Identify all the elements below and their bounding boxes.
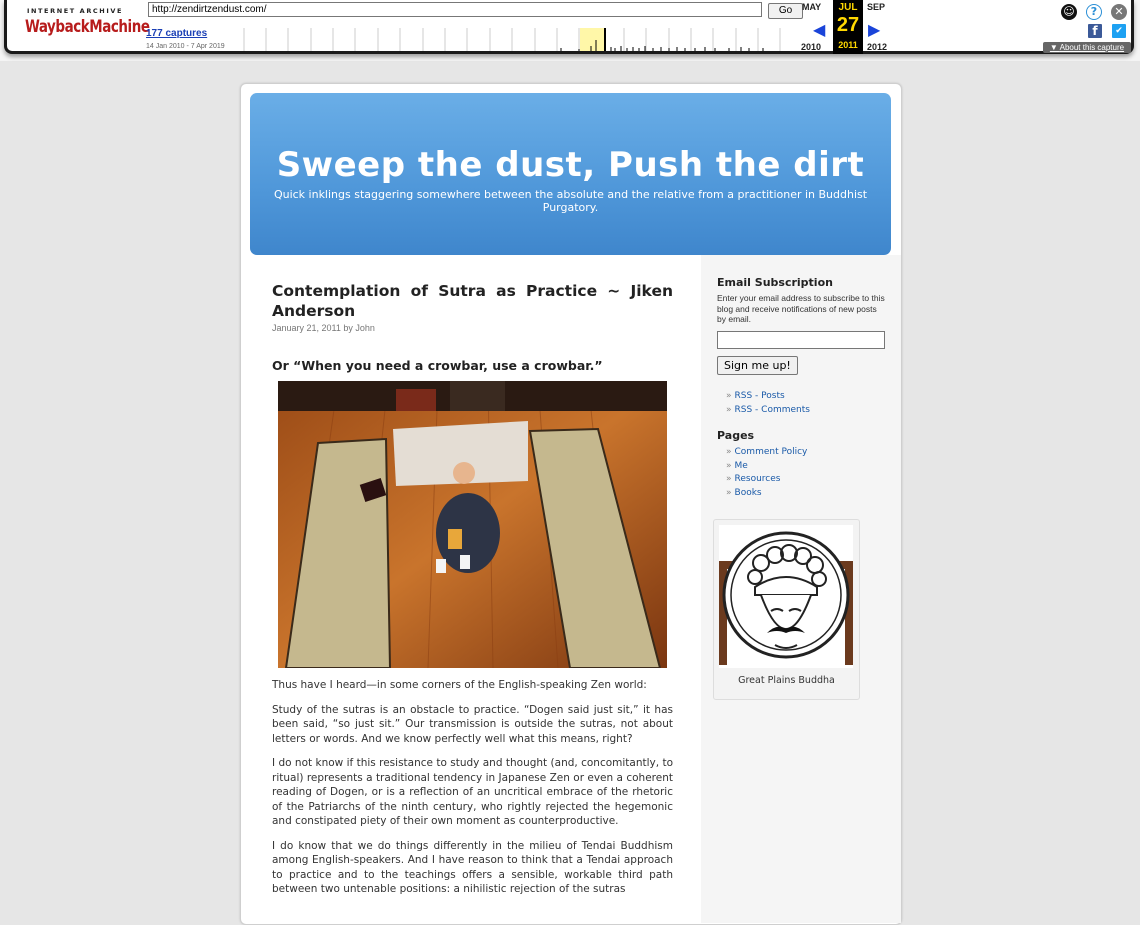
blog-header [250,93,891,255]
next-arrow-icon[interactable]: ▶ [868,20,881,39]
bullet-icon: » [726,460,732,471]
post-title[interactable]: Contemplation of Sutra as Practice ~ Jiken Anderson [272,282,673,320]
post-meta: January 21, 2011 by John [272,323,375,333]
help-icon[interactable]: ? [1086,4,1102,20]
wayback-current-year: 2011 [838,40,858,50]
list-item[interactable] [726,404,810,418]
great-plains-buddha-image[interactable] [719,525,853,668]
wayback-captures-link[interactable]: 177 captures [146,28,208,39]
wayback-logo-top: INTERNET ARCHIVE [26,7,124,15]
post-paragraph: I do not know if this resistance to study and thought (and, concomitantly, to ritual) represents a traditional tendency in Japanese Zen or even a coherent reading of Dogen, or is a reflection of an uncritical embrace of the rhetoric of the Patriarchs of the ninth century, who rightly rejected the hegemonic and constipated piety of their own moment as counterproductive. [272,757,673,827]
image-widget [713,519,860,700]
facebook-icon[interactable]: f [1088,24,1102,38]
wayback-logo[interactable] [25,7,150,37]
prev-arrow-icon[interactable]: ◀ [813,20,826,39]
rss-list [717,390,810,417]
list-item[interactable] [726,460,807,474]
wayback-next-year[interactable]: 2012 [867,42,888,52]
post-subtitle: Or “When you need a crowbar, use a crowbar.” [272,358,603,373]
blog-description: Quick inklings staggering somewhere between the absolute and the relative from a practitioner in Buddhist Purgatory. [273,188,868,214]
wayback-next-month[interactable]: SEP [867,2,886,12]
page-link-resources[interactable]: Resources [734,474,781,484]
list-item[interactable] [726,446,807,460]
wayback-toolbar-panel [4,0,1134,54]
wayback-current-month: JUL [838,2,858,13]
post-paragraph: Study of the sutras is an obstacle to practice. “Dogen said just sit,” it has been said, “so just sit.” Our transmission is outside the sutras, not about letters or words. And we know perfectly well what this means, right? [272,703,673,745]
triangle-down-icon: ▼ [1049,43,1060,52]
blog-title[interactable]: Sweep the dust, Push the dirt [276,145,865,185]
email-subscription-heading: Email Subscription [717,276,833,289]
widget-caption: Great Plains Buddha [738,675,835,686]
wayback-prev-month[interactable]: MAY [802,2,822,12]
wayback-capture-range: 14 Jan 2010 - 7 Apr 2019 [146,43,225,50]
wayback-toolbar [0,0,1140,61]
close-icon[interactable]: ✕ [1111,4,1127,20]
bullet-icon: » [726,474,732,484]
wayback-url-input[interactable]: http://zendirtzendust.com/ [148,2,762,17]
email-field[interactable] [717,331,885,349]
page-link-books[interactable]: Books [734,487,762,498]
pages-heading: Pages [717,429,755,442]
about-capture-label: About this capture [1059,43,1125,52]
sign-up-button[interactable]: Sign me up! [717,356,798,375]
wayback-prev-year[interactable]: 2010 [801,42,822,52]
bullet-icon: » [726,447,732,457]
wayback-logo-main: WaybackMachine [25,17,150,37]
rss-posts-link[interactable]: RSS - Posts [734,391,785,401]
bullet-icon: » [726,404,732,415]
twitter-icon[interactable]: ✔ [1112,24,1126,38]
wayback-go-button[interactable]: Go [768,3,803,19]
email-subscription-text: Enter your email address to subscribe to this blog and receive notifications of new posts by email. [717,293,885,324]
page-link-comment-policy[interactable]: Comment Policy [734,447,808,457]
wayback-sparkline[interactable] [243,28,805,51]
wayback-current-day: 27 [836,14,860,36]
bullet-icon: » [726,487,732,498]
blog-page [240,83,902,925]
sidebar [701,255,901,923]
rss-comments-link[interactable]: RSS - Comments [734,404,810,415]
pages-list [717,446,807,500]
post-content [272,281,673,897]
post-photo [278,381,667,668]
list-item[interactable] [726,473,807,487]
bullet-icon: » [726,391,732,401]
user-icon[interactable]: ☺ [1061,4,1077,20]
post-paragraph: Thus have I heard—in some corners of the English-speaking Zen world: [272,679,647,691]
page-link-me[interactable]: Me [734,460,748,471]
about-capture-button[interactable] [1043,42,1131,53]
list-item[interactable] [726,390,810,404]
list-item[interactable] [726,487,807,501]
wayback-current-date [833,0,863,54]
post-paragraph: I do know that we do things differently in the milieu of Tendai Buddhism among English-speakers. And I have reason to think that a Tendai approach to practice and to the teachings offers a sensible, workable third path between two untenable positions: a nihilistic rejection of the sutras [272,839,673,895]
